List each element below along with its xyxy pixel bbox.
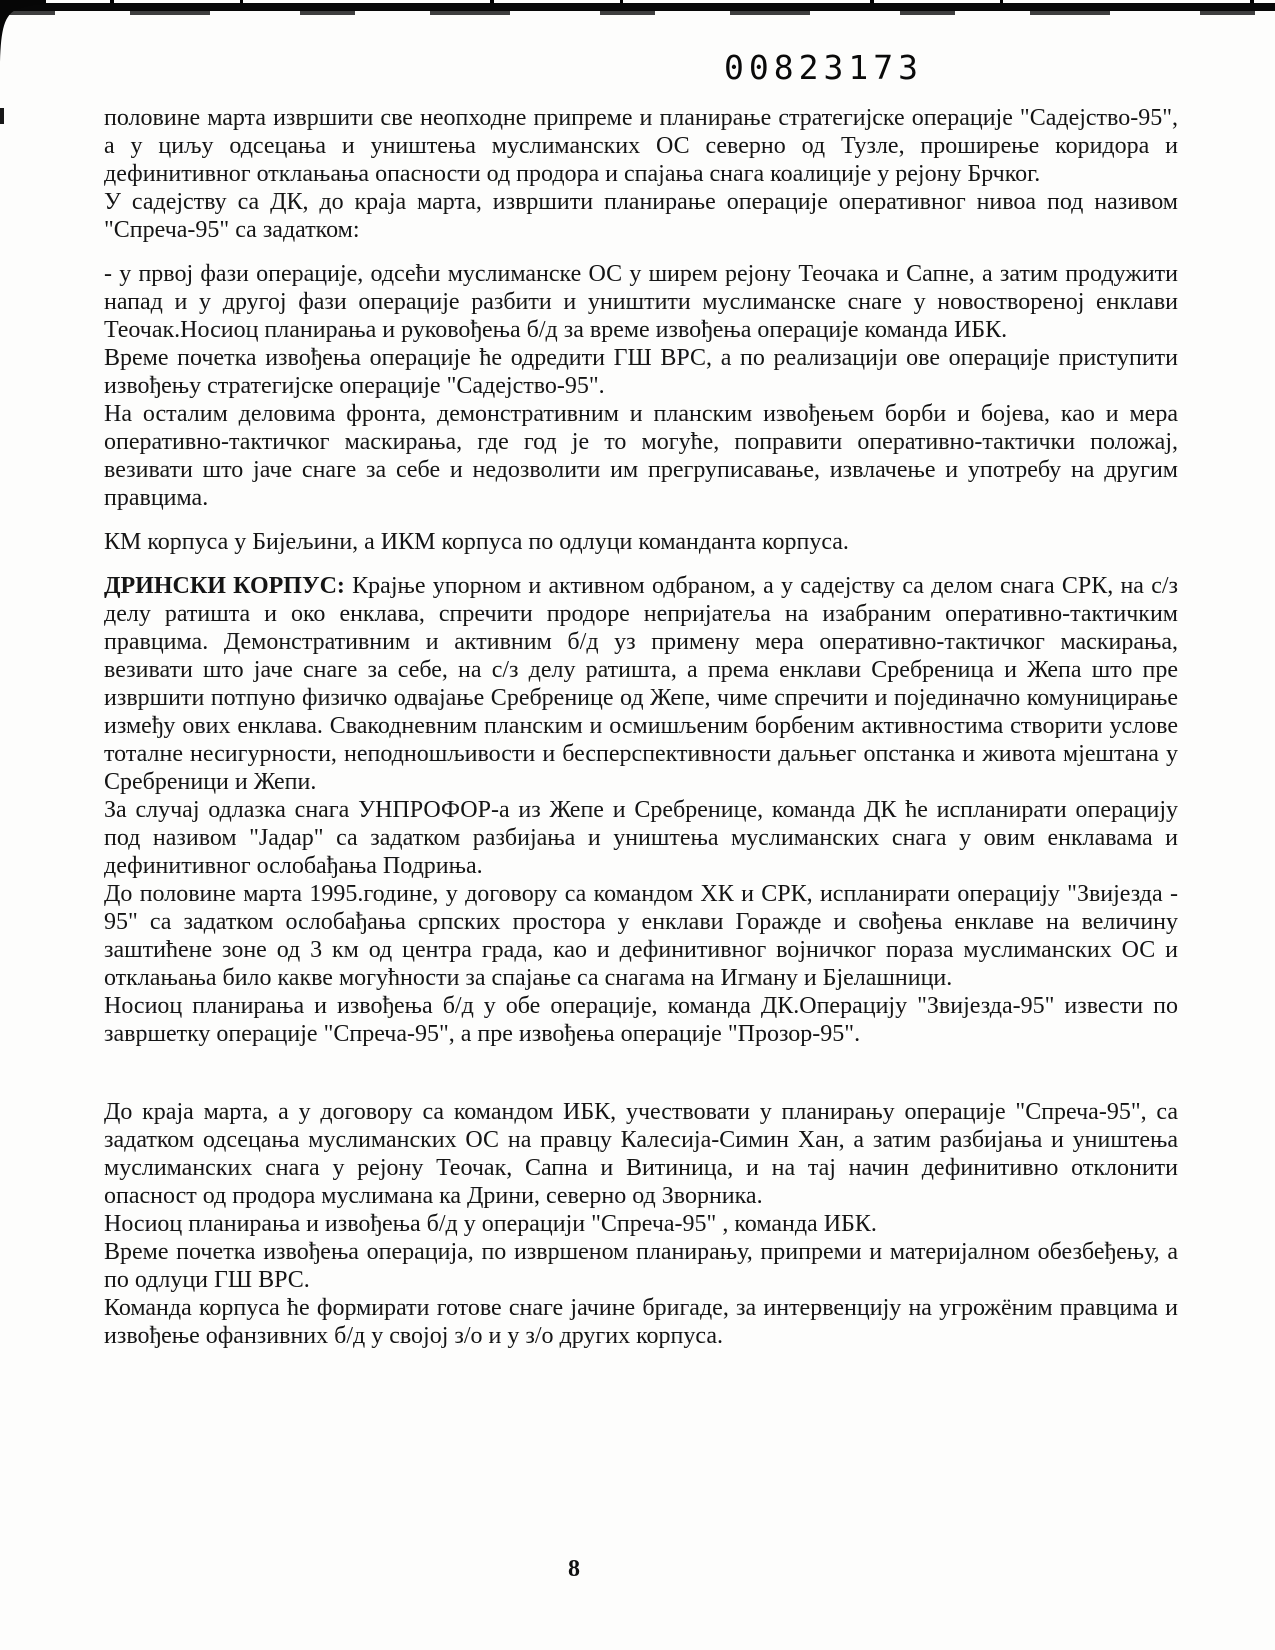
stamp-number: 00823173 [724,48,923,87]
paragraph: - у првој фази операције, одсећи муслиманске ОС у ширем рејону Теочака и Сапне, а затим продужити напад и у другој фази операције разбити и уништити муслиманске снаге у новоствореној енклави Теочак.Носиоц планирања и руковођења б/д за време извођења операције команда ИБК. [104,261,1178,343]
paragraph: Време почетка извођења операције ће одредити ГШ ВРС, а по реализацији ове операције приступити извођењу стратегијске операције "Садејство-95". [104,345,1178,399]
paragraph: Носиоц планирања и извођења б/д у операцији "Спреча-95" , команда ИБК. [104,1211,877,1237]
paragraph: КМ корпуса у Бијељини, а ИКМ корпуса по одлуци команданта корпуса. [104,529,849,555]
scan-artifact-top-bar [0,3,1275,11]
paragraph: За случај одлазка снага УНПРОФОР-а из Жепе и Сребренице, команда ДК ће испланирати операцију под називом "Јадар" са задатком разбијања и уништења муслиманских снага у овим енклавама и дефинитивног ослобађања Подриња. [104,797,1178,879]
paragraph: Време почетка извођења операција, по извршеном планирању, припреми и материјалном обезбеђењу, а по одлуци ГШ ВРС. [104,1239,1178,1293]
paragraph: У садејству са ДК, до краја марта, извршити планирање операције оперативног нивоа под називом "Спреча-95" са задатком: [104,189,1178,243]
paragraph-lead: ДРИНСКИ КОРПУС: [104,573,345,599]
document-body [104,104,1178,1350]
paragraph: Команда корпуса ће формирати готове снаге јачине бригаде, за интервенцију на угрожёним правцима и извођење офанзивних б/д у својој з/о и у з/о других корпуса. [104,1295,1178,1349]
paragraph: До краја марта, а у договору са командом ИБК, учествовати у планирању операције "Спреча-95", са задатком одсецања муслиманских ОС на правцу Калесија-Симин Хан, а затим разбијања и уништења муслиманских снага у рејону Теочак, Сапна и Витиница, и на тај начин дефинитивно отклонити опасност од продора муслимана ка Дрини, северно од Зворника. [104,1099,1178,1209]
paragraph-text: Крајње упорном и активном одбраном, а у садејству са делом снага СРК, на с/з делу ратишта и око енклава, спречити продоре непријатеља на изабраним оперативно-тактичким правцима. Демонстративним и активним б/д уз примену мера оперативно-тактичког маскирања, везивати што јаче снаге за себе, на с/з делу ратишта, а према енклави Сребреница и Жепа што пре извршити потпуно физичко одвајање Сребренице од Жепе, чиме спречити и појединачно комуницирање између ових енклава. Свакодневним планским и осмишљеним борбеним активностима створити услове тоталне несигурности, неподношљивости и бесперспективности даљњег опстанка и живота мјештана у Сребреници и Жепи. [104,573,1179,795]
paragraph: До половине марта 1995.године, у договору са командом ХК и СРК, испланирати операцију "Звијезда - 95" са задатком ослобађања српских простора у енклави Горажде и свођења енклаве на величину заштићене зоне од 3 км од центра града, као и дефинитивног војничког пораза муслиманских ОС и отклањања било какве могућности за спајање са снагама на Игману и Бјелашници. [104,881,1178,991]
paragraph: На осталим деловима фронта, демонстративним и планским извођењем борби и бојева, као и мера оперативно-тактичког маскирања, где год је то могуће, поправити оперативно-тактички положај, везивати што јаче снаге за себе и недозволити им прегруписавање, извлачење и употребу на другим правцима. [104,401,1178,511]
paragraph-drinski-korpus [104,572,1178,796]
scan-artifact-edge-tick [0,108,4,124]
paragraph: половине марта извршити све неопходне припреме и планирање стратегијске операције "Садејство-95", а у циљу одсецања и уништења муслиманских ОС северно од Тузле, проширење коридора и дефинитивног отклањања опасности од продора и спајања снага коалиције у рејону Брчког. [104,105,1178,187]
scan-artifact-corner-curl [0,0,46,62]
page-number: 8 [568,1556,580,1582]
paragraph: Носиоц планирања и извођења б/д у обе операције, команда ДК.Операцију "Звијезда-95" извести по завршетку операције "Спреча-95", а пре извођења операције "Прозор-95". [104,993,1178,1047]
